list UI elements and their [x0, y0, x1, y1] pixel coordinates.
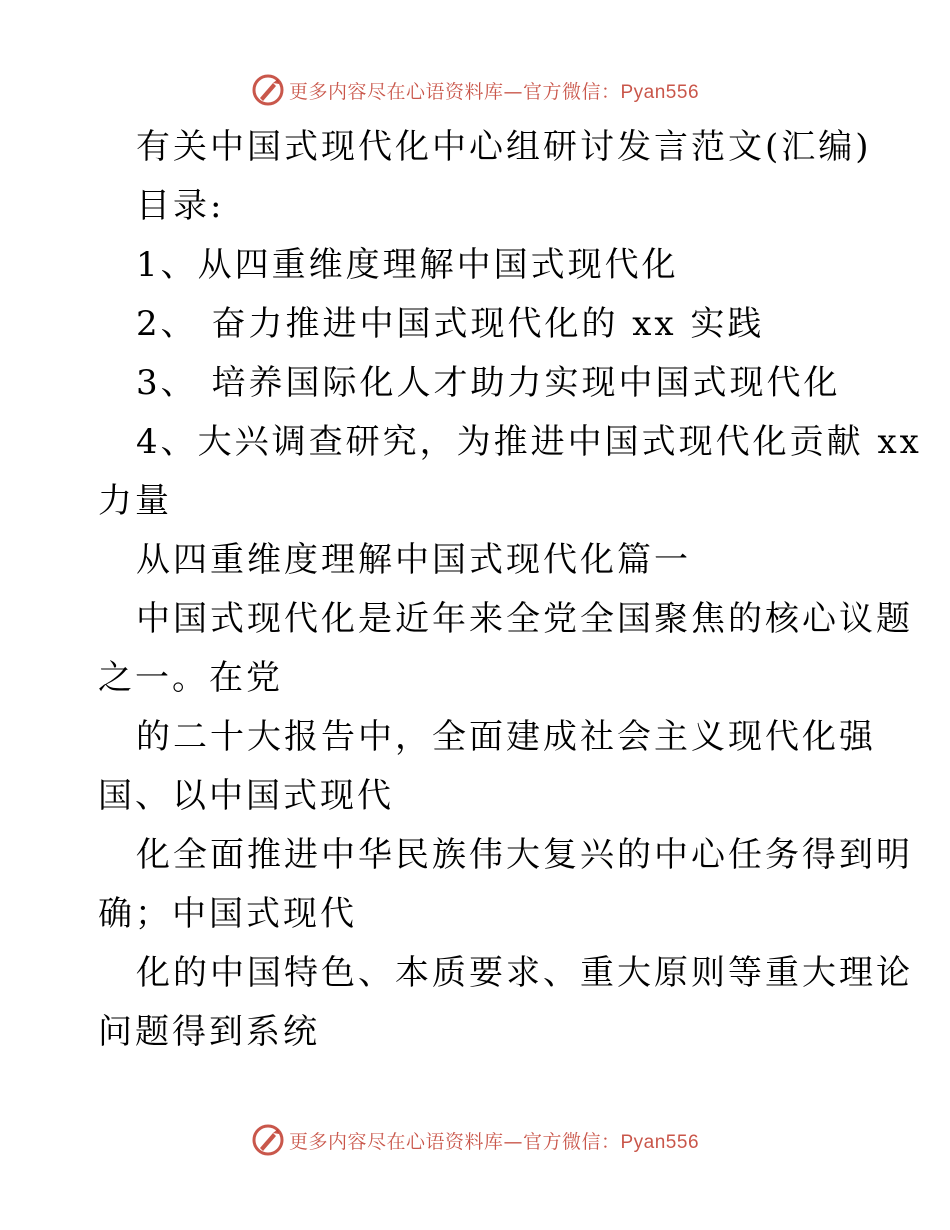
- toc-item-4-cont: 力量: [98, 481, 172, 521]
- paragraph-line: 化全面推进中华民族伟大复兴的中心任务得到明: [136, 835, 913, 875]
- watermark-text: 更多内容尽在心语资料库—官方微信：Pyan556: [288, 1130, 700, 1153]
- paragraph-line: 中国式现代化是近年来全党全国聚焦的核心议题: [136, 599, 913, 639]
- paragraph-line: 之一。在党: [98, 658, 283, 698]
- paragraph-line: 化的中国特色、本质要求、重大原则等重大理论: [136, 953, 913, 993]
- watermark-banner-bottom: [0, 1120, 950, 1160]
- pen-logo-icon: [251, 1123, 285, 1157]
- paragraph-line: 国、以中国式现代: [98, 776, 394, 816]
- toc-item-2: 2、 奋力推进中国式现代化的 xx 实践: [136, 304, 765, 344]
- paragraph-line: 问题得到系统: [98, 1012, 320, 1052]
- paragraph-line: 确；中国式现代: [98, 894, 357, 934]
- toc-heading: 目录:: [136, 186, 225, 226]
- section-heading: 从四重维度理解中国式现代化篇一: [136, 540, 691, 580]
- paragraph-line: 的二十大报告中，全面建成社会主义现代化强: [136, 717, 876, 757]
- toc-item-3: 3、 培养国际化人才助力实现中国式现代化: [136, 363, 841, 403]
- toc-item-1: 1、从四重维度理解中国式现代化: [136, 245, 679, 285]
- document-title: 有关中国式现代化中心组研讨发言范文(汇编): [136, 127, 872, 167]
- watermark-banner-top: [0, 70, 950, 110]
- watermark-text: 更多内容尽在心语资料库—官方微信：Pyan556: [288, 80, 700, 103]
- document-body: [98, 118, 922, 1062]
- toc-item-4: 4、大兴调查研究，为推进中国式现代化贡献 xx: [136, 422, 922, 462]
- pen-logo-icon: [251, 73, 285, 107]
